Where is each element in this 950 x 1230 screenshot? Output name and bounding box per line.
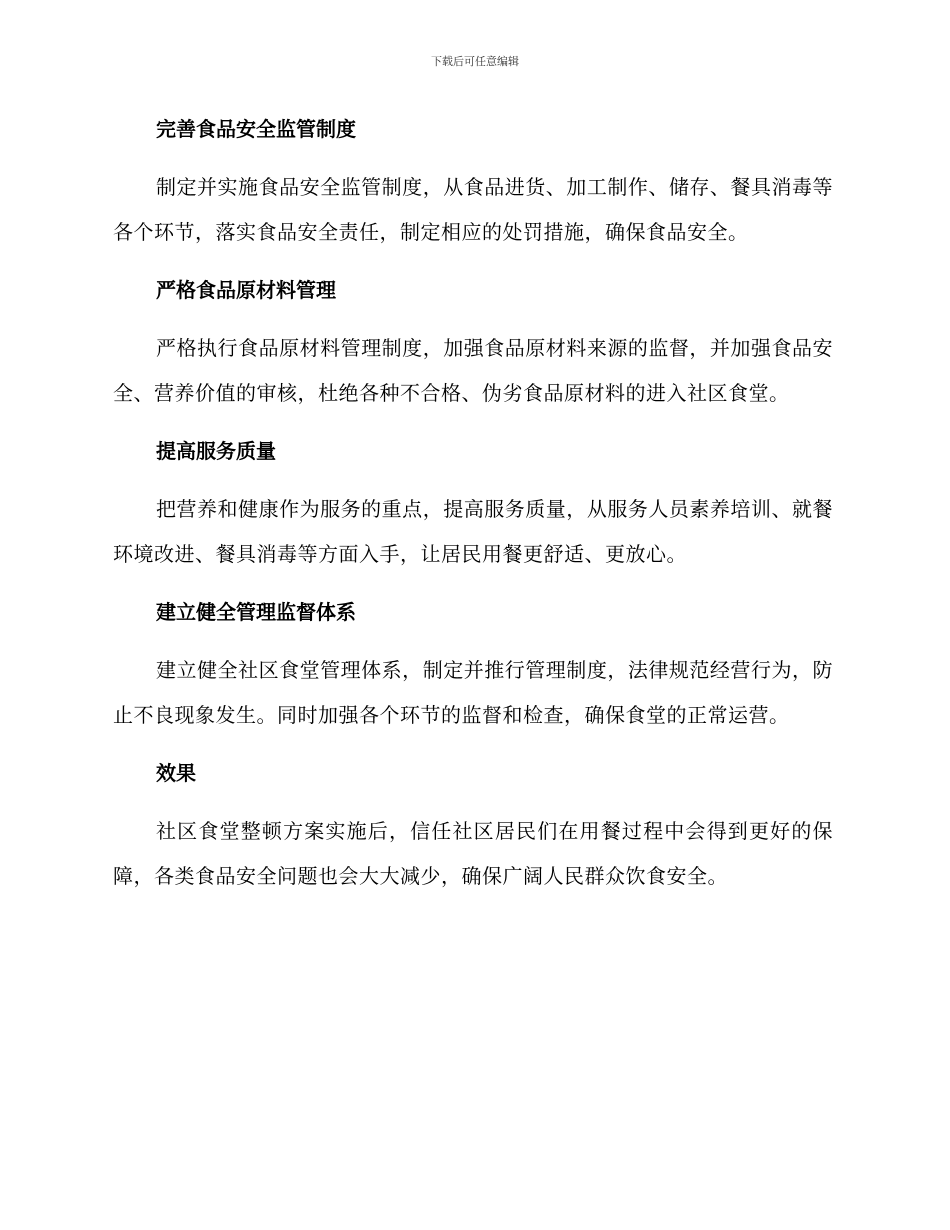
section-paragraph: 把营养和健康作为服务的重点，提高服务质量，从服务人员素养培训、就餐环境改进、餐具消毒等方面入手，让居民用餐更舒适、更放心。: [113, 497, 833, 566]
section-raw-material-management: [113, 268, 833, 415]
section-food-safety-supervision: [113, 107, 833, 254]
section-paragraph: 制定并实施食品安全监管制度，从食品进货、加工制作、储存、餐具消毒等各个环节，落实食品安全责任，制定相应的处罚措施，确保食品安全。: [113, 175, 833, 244]
section-paragraph: 社区食堂整顿方案实施后，信任社区居民们在用餐过程中会得到更好的保障，各类食品安全问题也会大大减少，确保广阔人民群众饮食安全。: [113, 819, 833, 888]
section-paragraph: 严格执行食品原材料管理制度，加强食品原材料来源的监督，并加强食品安全、营养价值的审核，杜绝各种不合格、伪劣食品原材料的进入社区食堂。: [113, 336, 833, 405]
section-management-system: [113, 590, 833, 737]
section-service-quality: [113, 429, 833, 576]
section-heading: 完善食品安全监管制度: [156, 117, 356, 141]
section-heading: 提高服务质量: [156, 439, 276, 463]
document-body: [113, 107, 833, 912]
section-effect: [113, 751, 833, 898]
section-heading: 建立健全管理监督体系: [156, 600, 356, 624]
page-header-note: 下载后可任意编辑: [431, 55, 519, 68]
section-paragraph: 建立健全社区食堂管理体系，制定并推行管理制度，法律规范经营行为，防止不良现象发生。同时加强各个环节的监督和检查，确保食堂的正常运营。: [113, 658, 833, 727]
section-heading: 效果: [156, 761, 196, 785]
section-heading: 严格食品原材料管理: [156, 278, 336, 302]
